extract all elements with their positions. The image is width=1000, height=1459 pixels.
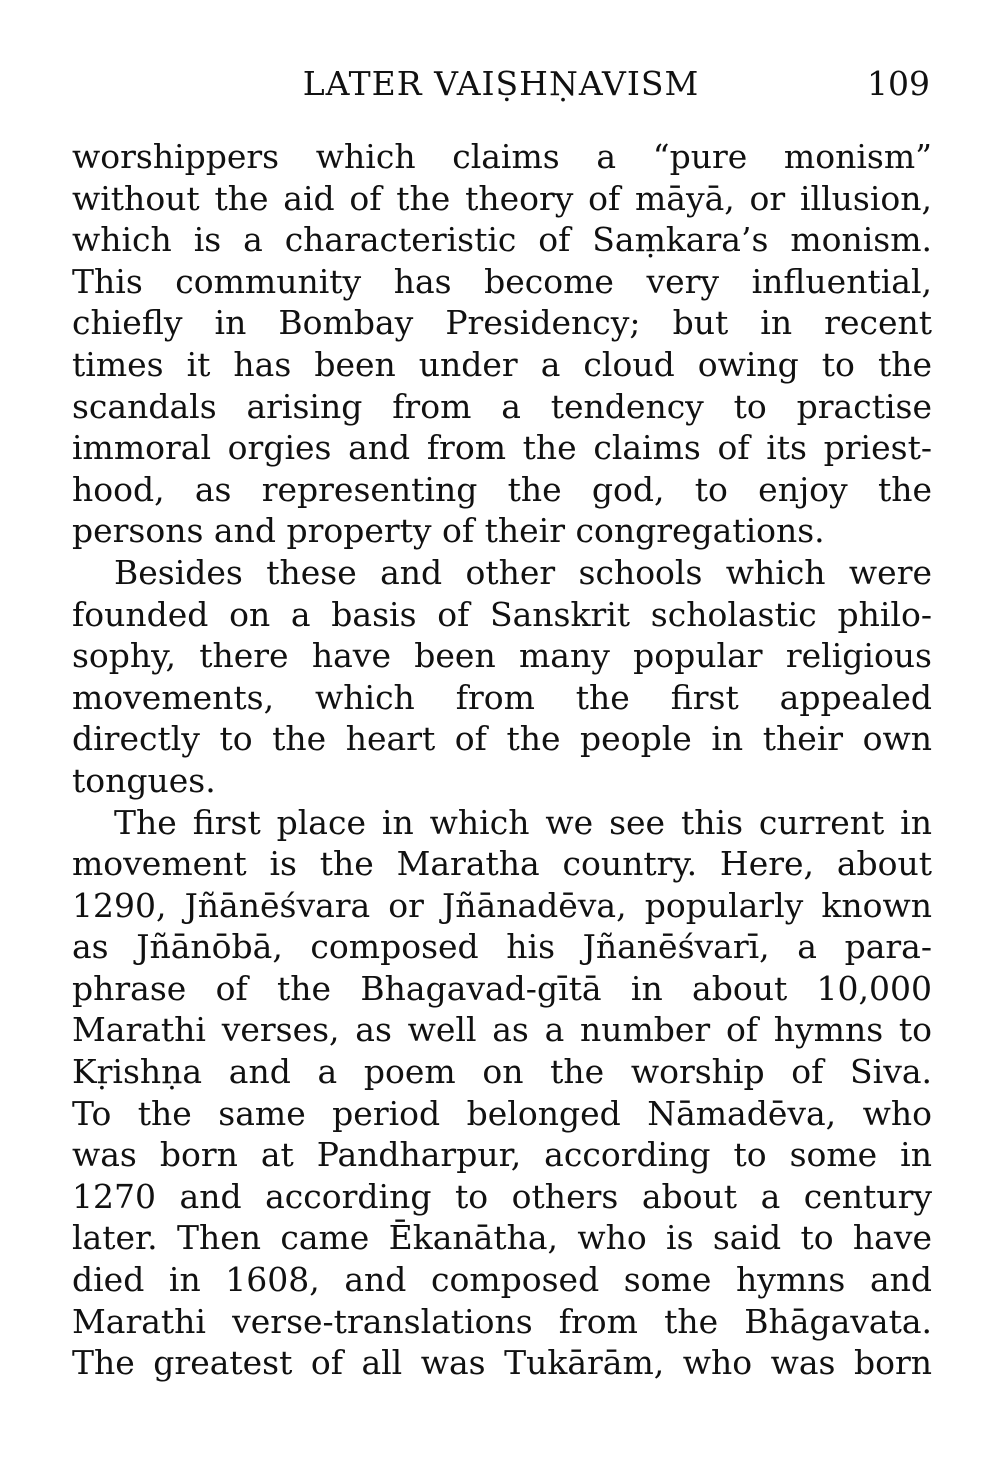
text-line: Marathi verses, as well as a number of hymns to [72, 1010, 932, 1050]
text-line: movements, which from the first appealed [72, 677, 932, 717]
page-number: 109 [867, 64, 930, 103]
text-line: phrase of the Bhagavad-gītā in about 10,000 [72, 968, 932, 1008]
text-line: The greatest of all was Tukārām, who was born [72, 1343, 932, 1383]
running-head [70, 60, 932, 108]
text-line: To the same period belonged Nāmadēva, who [72, 1093, 932, 1133]
text-line: movement is the Maratha country. Here, about [72, 844, 932, 884]
text-line: immoral orgies and from the claims of its priest- [72, 428, 932, 468]
text-line: which is a characteristic of Saṃkara’s monism. [72, 220, 932, 260]
running-title: LATER VAIṢHṆAVISM [302, 64, 700, 103]
text-line: Kṛishṇa and a poem on the worship of Siva. [72, 1052, 932, 1092]
text-line: worshippers which claims a “pure monism” [72, 137, 932, 176]
text-line: died in 1608, and composed some hymns and [72, 1260, 932, 1300]
text-line: later. Then came Ēkanātha, who is said to have [72, 1218, 932, 1258]
text-line: tongues. [72, 760, 216, 800]
text-line: times it has been under a cloud owing to the [72, 344, 932, 384]
text-line: 1290, Jñānēśvara or Jñānadēva, popularly known [72, 885, 932, 925]
text-line: Besides these and other schools which were [114, 552, 932, 592]
text-line: sophy, there have been many popular religious [72, 636, 932, 676]
text-line: without the aid of the theory of māyā, or illusion, [72, 178, 932, 218]
text-line: hood, as representing the god, to enjoy the [72, 469, 932, 509]
text-line: founded on a basis of Sanskrit scholastic philo- [72, 594, 932, 634]
text-line: as Jñānōbā, composed his Jñanēśvarī, a para- [72, 927, 932, 967]
text-line: was born at Pandharpur, according to some in [72, 1135, 932, 1175]
text-line: chiefly in Bombay Presidency; but in recent [72, 303, 932, 343]
text-line: scandals arising from a tendency to practise [72, 386, 932, 426]
text-line: This community has become very influential, [72, 261, 932, 301]
text-line: directly to the heart of the people in their own [72, 719, 932, 759]
text-line: 1270 and according to others about a century [72, 1176, 932, 1216]
text-line: The first place in which we see this current in [114, 802, 932, 842]
body-text [72, 136, 932, 1384]
text-line: Marathi verse-translations from the Bhāgavata. [72, 1301, 932, 1341]
text-line: persons and property of their congregations. [72, 511, 825, 551]
